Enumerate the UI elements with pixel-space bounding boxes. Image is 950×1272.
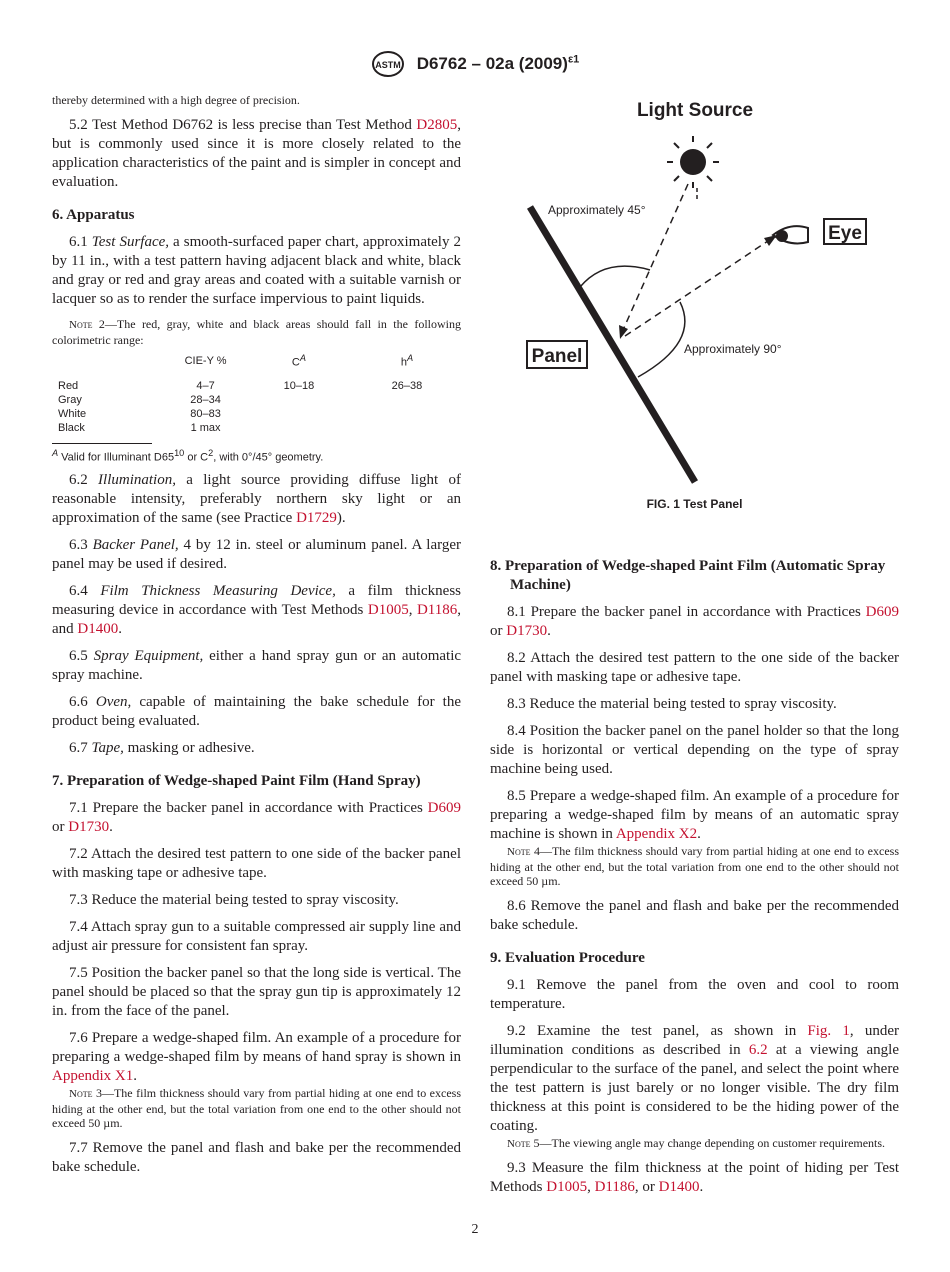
col-h <box>353 353 461 369</box>
text: , or <box>634 1179 659 1195</box>
text: or <box>490 623 507 639</box>
col-cie-y: CIE-Y % <box>184 354 227 367</box>
text: . <box>133 1068 137 1085</box>
row-name: Black <box>58 421 85 434</box>
cell: 28–34 <box>190 393 221 406</box>
link-d1730[interactable]: D1730 <box>68 819 110 836</box>
cell <box>245 407 353 421</box>
term: Tape, <box>91 740 124 757</box>
text: 7.1 Prepare the backer panel in accordance with Practices <box>69 800 428 817</box>
text: capable of maintaining the bake schedule for the product being evaluated. <box>52 694 461 730</box>
para-7-2: 7.2 Attach the desired test pattern to one side of the backer panel with masking tape or adhesive tape. <box>52 846 461 882</box>
text: either a hand spray gun or an automatic spray machine. <box>52 648 462 684</box>
figure-1 <box>490 92 899 512</box>
row-name: Gray <box>58 393 82 406</box>
cell: 4–7 <box>196 379 215 392</box>
text: 5.2 <box>69 117 92 133</box>
para-6-6 <box>52 693 461 731</box>
page-header <box>0 50 950 78</box>
cell <box>353 393 461 407</box>
text: . <box>118 621 123 638</box>
view-ray <box>625 241 768 336</box>
angle-45-arc <box>580 266 650 287</box>
text: 10 <box>174 447 185 458</box>
astm-logo-text: ASTM <box>374 60 401 70</box>
para-6-4 <box>52 582 461 639</box>
row-name: Red <box>58 379 79 392</box>
text: 6.6 <box>69 694 96 711</box>
text: 6.3 <box>69 537 93 554</box>
note-label: Note <box>507 846 531 858</box>
para-6-7 <box>52 739 461 758</box>
text: 3—The film thickness should vary from partial hiding at one end to excess hiding at the other end, but the total variation from one end to the other should not exceed 50 µm. <box>52 1086 461 1131</box>
text: , <box>408 602 417 619</box>
para-7-3: 7.3 Reduce the material being tested to spray viscosity. <box>69 892 399 909</box>
section-9-heading: 9. Evaluation Procedure <box>490 949 645 966</box>
text: or <box>52 819 69 836</box>
text: 8.5 Prepare a wedge-shaped film. An example of a procedure for preparing a wedge-shaped film by means of an automatic spray machine is shown in <box>490 788 899 842</box>
note-label: Note <box>69 1088 93 1101</box>
para-8-4: 8.4 Position the backer panel on the panel holder so that the long side is horizontal or vertical depending on the type of spray machine being used. <box>490 723 899 777</box>
angle-90-arc <box>638 302 685 377</box>
link-d609[interactable]: D609 <box>427 800 461 817</box>
text: 6.1 <box>69 234 92 250</box>
link-d1400[interactable]: D1400 <box>77 621 119 638</box>
footnote-rule <box>52 443 152 444</box>
text: , but is commonly used since it is more closely related to the application characteristics of the paint and is simpler in concept and evaluation. <box>52 117 461 190</box>
para-7-1 <box>52 799 461 837</box>
text: thereby determined with a high degree of precision. <box>52 93 300 107</box>
cell: 26–38 <box>391 379 423 392</box>
text: masking or adhesive. <box>123 740 255 757</box>
note-label: Note <box>69 319 93 331</box>
link-6-2[interactable]: 6.2 <box>748 1041 768 1058</box>
para-6-5 <box>52 647 461 685</box>
link-d609[interactable]: D609 <box>865 604 899 620</box>
term: Test Surface, <box>91 234 170 250</box>
text: C <box>291 356 300 369</box>
link-d1005[interactable]: D1005 <box>367 602 409 619</box>
text: a smooth-surfaced paper chart, approximately 2 by 11 in., with a test pattern having adjacent black and white, black and gray or red and gray areas and coated with a suitable varnish or lacquer so as to render the surface impervious to paint liquids. <box>52 234 461 307</box>
test-panel-diagram <box>490 92 899 512</box>
text: Test Method D6762 is less precise than Test Method <box>91 117 417 133</box>
text: A <box>406 353 414 363</box>
epsilon-superscript: ε1 <box>567 53 580 66</box>
table-row <box>58 421 461 435</box>
text: A <box>299 353 306 363</box>
text: 7.6 Prepare a wedge-shaped film. An example of a procedure for preparing a wedge-shaped film by means of hand spray is shown in <box>52 1030 461 1066</box>
note-5 <box>490 1136 899 1152</box>
para-6-1 <box>52 233 461 309</box>
cell: 1 max <box>190 421 221 434</box>
text: . <box>699 1179 704 1195</box>
link-d1730[interactable]: D1730 <box>506 623 548 639</box>
text: 8.1 Prepare the backer panel in accordance with Practices <box>507 604 866 620</box>
row-name: White <box>58 407 87 420</box>
text: h <box>400 356 407 369</box>
note-4 <box>490 844 899 889</box>
cell: 10–18 <box>283 379 315 392</box>
designation-text: D6762 – 02a (2009) <box>416 54 568 74</box>
text: , and <box>52 602 461 638</box>
text: ). <box>336 510 346 527</box>
text: 4 by 12 in. steel or aluminum panel. A larger panel may be used if desired. <box>52 537 462 573</box>
angle-90-label: Approximately 90° <box>684 342 782 356</box>
para-8-1 <box>490 603 899 641</box>
section-7-heading: 7. Preparation of Wedge-shaped Paint Film (Hand Spray) <box>52 773 421 790</box>
link-d1400[interactable]: D1400 <box>658 1179 700 1195</box>
colorimetric-table <box>58 353 461 435</box>
para-6-2 <box>52 471 461 528</box>
table-row <box>58 379 461 393</box>
para-7-7: 7.7 Remove the panel and flash and bake per the recommended bake schedule. <box>52 1139 461 1175</box>
angle-45-label: Approximately 45° <box>548 203 646 217</box>
para-7-4: 7.4 Attach spray gun to a suitable compressed air supply line and adjust air pressure for consistent fan spray. <box>52 919 461 955</box>
text: 4—The film thickness should vary from partial hiding at one end to excess hiding at the other end, but the total variation from one end to the other should not exceed 50 µm. <box>490 844 899 888</box>
para-8-6: 8.6 Remove the panel and flash and bake per the recommended bake schedule. <box>490 897 899 933</box>
para-8-2: 8.2 Attach the desired test pattern to the one side of the backer panel with masking tape or adhesive tape. <box>490 650 899 685</box>
text: 5—The viewing angle may change depending on customer requirements. <box>530 1135 886 1150</box>
term: Spray Equipment, <box>93 648 204 665</box>
link-d1186[interactable]: D1186 <box>594 1179 635 1195</box>
left-column <box>52 92 461 1177</box>
cell <box>353 421 461 435</box>
para-8-3: 8.3 Reduce the material being tested to spray viscosity. <box>507 696 837 712</box>
cell: 80–83 <box>190 407 221 420</box>
para-6-3 <box>52 536 461 574</box>
sun-icon <box>667 136 719 188</box>
text: 2—The red, gray, white and black areas should fall in the following colorimetric range: <box>52 317 461 347</box>
section-8-heading: 8. Preparation of Wedge-shaped Paint Film (Automatic Spray Machine) <box>490 558 886 593</box>
text: 9.2 Examine the test panel, as shown in <box>507 1022 808 1039</box>
para-7-6 <box>52 1029 461 1086</box>
text: Valid for Illuminant D65 <box>58 451 175 464</box>
continued-paragraph <box>52 92 461 108</box>
eye-label: Eye <box>828 223 862 244</box>
para-5-2 <box>52 116 461 192</box>
para-9-3 <box>490 1159 899 1197</box>
link-d1729[interactable]: D1729 <box>296 510 337 527</box>
term: Backer Panel, <box>92 537 179 554</box>
text: . <box>547 623 551 639</box>
text: , <box>587 1179 595 1195</box>
link-d2805[interactable]: D2805 <box>416 117 458 133</box>
term: Film Thickness Measuring Device, <box>100 583 336 600</box>
text: 6.2 <box>69 472 99 489</box>
note-label: Note <box>507 1137 531 1150</box>
link-d1005[interactable]: D1005 <box>546 1179 588 1195</box>
link-d1186[interactable]: D1186 <box>416 602 458 619</box>
standard-designation <box>417 54 580 73</box>
section-6-heading: 6. Apparatus <box>52 207 135 223</box>
text: 6.7 <box>69 740 92 757</box>
cell <box>245 421 353 435</box>
figure-caption: FIG. 1 Test Panel <box>646 497 743 511</box>
text: at a viewing angle perpendicular to the surface of the panel, and select the point where the test pattern is just barely or no longer visible. The dry film thickness at this point is considered to be the hiding power of the coating. <box>490 1041 899 1134</box>
text: 9.3 Measure the film thickness at the point of hiding per Test Methods <box>490 1160 899 1195</box>
link-fig-1[interactable]: Fig. 1 <box>807 1022 850 1039</box>
text: a film thickness measuring device in accordance with Test Methods <box>52 583 461 619</box>
term: Illumination, <box>98 472 176 489</box>
text: A <box>52 447 59 458</box>
text: . <box>697 826 701 842</box>
table-row <box>58 393 461 407</box>
para-9-2 <box>490 1022 899 1136</box>
col-c <box>245 353 353 369</box>
cell <box>353 407 461 421</box>
eye-icon <box>773 226 808 243</box>
panel-label: Panel <box>531 346 583 367</box>
note-3 <box>52 1086 461 1131</box>
text: or C <box>184 451 209 464</box>
text: a light source providing diffuse light of reasonable intensity, preferably northern sky light or an approximation of the same (see Practice <box>52 472 461 527</box>
text: 6.5 <box>69 648 94 665</box>
astm-logo-icon <box>371 50 405 78</box>
page-number: 2 <box>471 1222 479 1237</box>
para-8-5 <box>490 787 899 844</box>
light-ray-arrowhead <box>619 325 628 339</box>
term: Oven, <box>95 694 132 711</box>
para-7-5: 7.5 Position the backer panel so that the long side is vertical. The panel should be placed so that the spray gun tip is approximately 12 in. from the face of the panel. <box>52 965 461 1020</box>
text: , under illumination conditions as described in <box>490 1022 899 1058</box>
text: . <box>109 819 113 836</box>
light-source-label: Light Source <box>636 100 754 121</box>
link-appendix-x2[interactable]: Appendix X2 <box>615 826 698 842</box>
right-column <box>490 92 899 1197</box>
table-header-row <box>58 353 461 369</box>
text: 6.4 <box>69 583 101 600</box>
cell <box>245 393 353 407</box>
link-appendix-x1[interactable]: Appendix X1 <box>52 1068 134 1085</box>
para-9-1: 9.1 Remove the panel from the oven and cool to room temperature. <box>490 976 899 1012</box>
text: 2 <box>208 447 214 458</box>
table-row <box>58 407 461 421</box>
text: , with 0°/45° geometry. <box>213 451 324 464</box>
note-2 <box>52 317 461 347</box>
table-footnote <box>52 448 461 464</box>
